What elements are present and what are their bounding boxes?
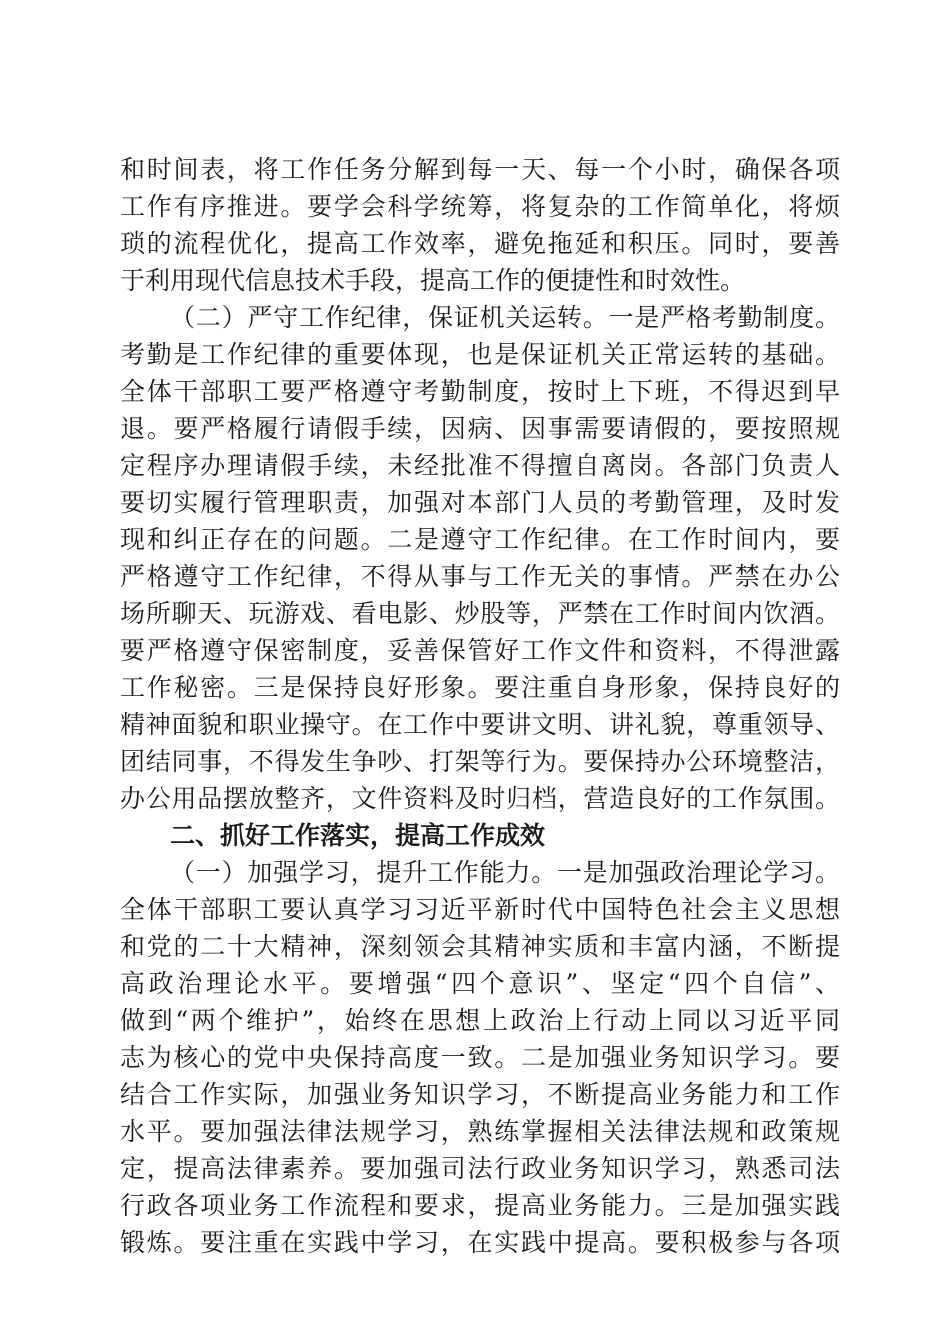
- text-line: 定，提高法律素养。要加强司法行政业务知识学习，熟悉司法: [120, 1154, 840, 1183]
- text-line: 锻炼。要注重在实践中学习，在实践中提高。要积极参与各项: [120, 1228, 840, 1257]
- text-line: 结合工作实际，加强业务知识学习，不断提高业务能力和工作: [120, 1080, 840, 1109]
- text-line: 退。要严格履行请假手续，因病、因事需要请假的，要按照规: [120, 414, 840, 443]
- text-line: 行政各项业务工作流程和要求，提高业务能力。三是加强实践: [120, 1191, 840, 1220]
- text-line: 琐的流程优化，提高工作效率，避免拖延和积压。同时，要善: [120, 229, 840, 258]
- text-line: 团结同事，不得发生争吵、打架等行为。要保持办公环境整洁，: [120, 747, 840, 776]
- text-line: 考勤是工作纪律的重要体现，也是保证机关正常运转的基础。: [120, 340, 840, 369]
- section-heading: 二、抓好工作落实，提高工作成效: [170, 821, 546, 850]
- text-line: 志为核心的党中央保持高度一致。二是加强业务知识学习。要: [120, 1043, 840, 1072]
- text-line: 于利用现代信息技术手段，提高工作的便捷性和时效性。: [120, 266, 746, 295]
- text-line: 全体干部职工要严格遵守考勤制度，按时上下班，不得迟到早: [120, 377, 840, 406]
- text-line: 要严格遵守保密制度，妥善保管好工作文件和资料，不得泄露: [120, 636, 840, 665]
- text-line: 做到“两个维护”，始终在思想上政治上行动上同以习近平同: [120, 1006, 840, 1035]
- text-line: 水平。要加强法律法规学习，熟练掌握相关法律法规和政策规: [120, 1117, 840, 1146]
- text-line: 办公用品摆放整齐，文件资料及时归档，营造良好的工作氛围。: [120, 784, 840, 813]
- text-line: 精神面貌和职业操守。在工作中要讲文明、讲礼貌，尊重领导、: [120, 710, 840, 739]
- text-line: 场所聊天、玩游戏、看电影、炒股等，严禁在工作时间内饮酒。: [120, 599, 840, 628]
- text-line: 定程序办理请假手续，未经批准不得擅自离岗。各部门负责人: [120, 451, 840, 480]
- text-line: 全体干部职工要认真学习习近平新时代中国特色社会主义思想: [120, 895, 840, 924]
- text-line: 要切实履行管理职责，加强对本部门人员的考勤管理，及时发: [120, 488, 840, 517]
- text-line: 工作秘密。三是保持良好形象。要注重自身形象，保持良好的: [120, 673, 840, 702]
- text-line: 严格遵守工作纪律，不得从事与工作无关的事情。严禁在办公: [120, 562, 840, 591]
- subsection-heading-line: （二）严守工作纪律，保证机关运转。一是严格考勤制度。: [170, 303, 840, 332]
- text-line: 现和纠正存在的问题。二是遵守工作纪律。在工作时间内，要: [120, 525, 840, 554]
- text-line: 和党的二十大精神，深刻领会其精神实质和丰富内涵，不断提: [120, 932, 840, 961]
- subsection-heading-line: （一）加强学习，提升工作能力。一是加强政治理论学习。: [170, 858, 840, 887]
- text-line: 工作有序推进。要学会科学统筹，将复杂的工作简单化，将烦: [120, 192, 840, 221]
- text-line: 高政治理论水平。要增强“四个意识”、坚定“四个自信”、: [120, 969, 840, 998]
- text-line: 和时间表，将工作任务分解到每一天、每一个小时，确保各项: [120, 155, 840, 184]
